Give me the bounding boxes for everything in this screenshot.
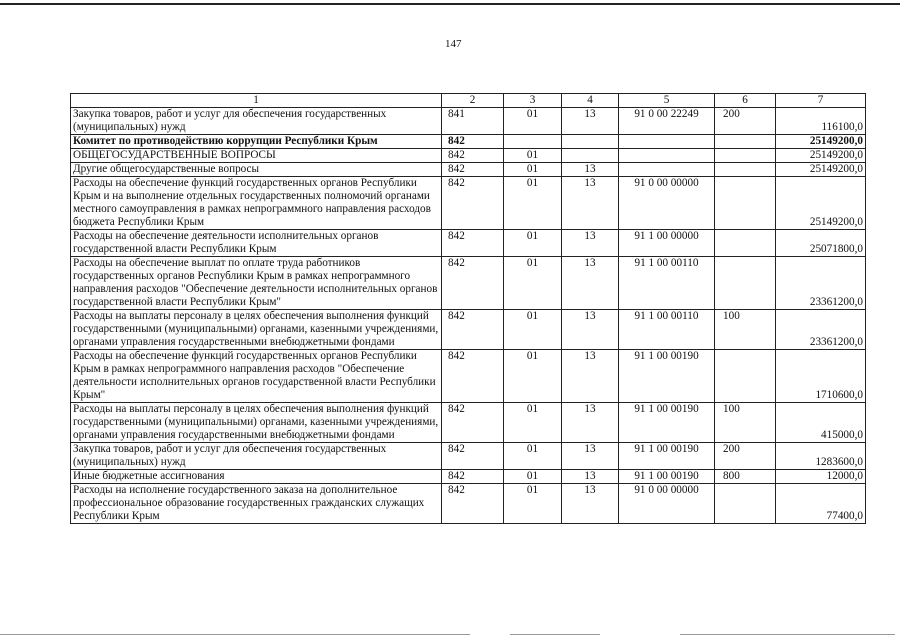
target-article-cell: 91 1 00 00190	[619, 470, 715, 484]
subsection-code-cell	[562, 135, 619, 149]
table-row	[71, 403, 866, 443]
amount-cell: 116100,0	[776, 108, 866, 135]
department-code-cell: 842	[442, 230, 504, 257]
expense-type-cell	[715, 177, 776, 230]
bottom-edge-line	[680, 634, 895, 635]
target-article-cell: 91 1 00 00110	[619, 257, 715, 310]
table-row	[71, 177, 866, 230]
department-code-cell: 842	[442, 350, 504, 403]
header-cell: 3	[504, 94, 562, 108]
target-article-cell: 91 0 00 22249	[619, 108, 715, 135]
section-code-cell: 01	[504, 257, 562, 310]
target-article-cell	[619, 149, 715, 163]
expense-type-cell	[715, 230, 776, 257]
subsection-code-cell: 13	[562, 257, 619, 310]
amount-cell: 1283600,0	[776, 443, 866, 470]
section-code-cell	[504, 135, 562, 149]
header-cell: 2	[442, 94, 504, 108]
subsection-code-cell: 13	[562, 108, 619, 135]
department-code-cell: 842	[442, 257, 504, 310]
department-code-cell: 842	[442, 484, 504, 524]
table-row	[71, 108, 866, 135]
subsection-code-cell: 13	[562, 177, 619, 230]
section-code-cell: 01	[504, 350, 562, 403]
subsection-code-cell: 13	[562, 310, 619, 350]
subsection-code-cell: 13	[562, 484, 619, 524]
expense-type-cell	[715, 163, 776, 177]
header-cell: 5	[619, 94, 715, 108]
target-article-cell	[619, 135, 715, 149]
header-cell: 1	[71, 94, 442, 108]
subsection-code-cell	[562, 149, 619, 163]
section-code-cell: 01	[504, 108, 562, 135]
amount-cell: 25149200,0	[776, 177, 866, 230]
expense-name-cell: Расходы на обеспечение функций государственных органов Республики Крым и на выполнение отдельных государственных полномочий органами местного самоуправления в рамках непрограммного направления расходов бюджета Республики Крым	[71, 177, 442, 230]
expense-type-cell: 100	[715, 403, 776, 443]
amount-cell: 23361200,0	[776, 310, 866, 350]
table-row	[71, 163, 866, 177]
section-code-cell: 01	[504, 403, 562, 443]
table-row	[71, 310, 866, 350]
header-cell: 4	[562, 94, 619, 108]
table-row	[71, 257, 866, 310]
expense-name-cell: Другие общегосударственные вопросы	[71, 163, 442, 177]
department-code-cell: 842	[442, 135, 504, 149]
target-article-cell: 91 0 00 00000	[619, 484, 715, 524]
expense-type-cell	[715, 135, 776, 149]
subsection-code-cell: 13	[562, 163, 619, 177]
amount-cell: 12000,0	[776, 470, 866, 484]
target-article-cell: 91 1 00 00110	[619, 310, 715, 350]
table-row	[71, 350, 866, 403]
section-code-cell: 01	[504, 177, 562, 230]
expense-type-cell	[715, 257, 776, 310]
amount-cell: 23361200,0	[776, 257, 866, 310]
department-code-cell: 842	[442, 403, 504, 443]
department-code-cell: 842	[442, 177, 504, 230]
expense-name-cell: Расходы на обеспечение выплат по оплате труда работников государственных органов Республики Крым в рамках непрограммного направления расходов "Обеспечение деятельности исполнительных органов государственной власти Республики Крым"	[71, 257, 442, 310]
expense-name-cell: Расходы на исполнение государственного заказа на дополнительное профессиональное образование государственных гражданских служащих Республики Крым	[71, 484, 442, 524]
subsection-code-cell: 13	[562, 403, 619, 443]
amount-cell: 1710600,0	[776, 350, 866, 403]
target-article-cell: 91 1 00 00190	[619, 443, 715, 470]
page-number: 147	[445, 38, 462, 50]
bottom-edge-line	[0, 634, 470, 635]
amount-cell: 25149200,0	[776, 149, 866, 163]
target-article-cell	[619, 163, 715, 177]
bottom-edge-line	[510, 634, 600, 635]
target-article-cell: 91 0 00 00000	[619, 177, 715, 230]
amount-cell: 25149200,0	[776, 135, 866, 149]
table-row	[71, 484, 866, 524]
expense-type-cell	[715, 149, 776, 163]
amount-cell: 415000,0	[776, 403, 866, 443]
table-row	[71, 149, 866, 163]
target-article-cell: 91 1 00 00190	[619, 403, 715, 443]
amount-cell: 77400,0	[776, 484, 866, 524]
department-code-cell: 842	[442, 470, 504, 484]
expense-type-cell	[715, 350, 776, 403]
expense-name-cell: ОБЩЕГОСУДАРСТВЕННЫЕ ВОПРОСЫ	[71, 149, 442, 163]
expense-name-cell: Закупка товаров, работ и услуг для обеспечения государственных (муниципальных) нужд	[71, 108, 442, 135]
expense-name-cell: Расходы на выплаты персоналу в целях обеспечения выполнения функций государственными (муниципальными) органами, казенными учреждениями, органами управления государственными внебюджетными фондами	[71, 403, 442, 443]
header-cell: 7	[776, 94, 866, 108]
top-border-line	[0, 3, 900, 5]
target-article-cell: 91 1 00 00000	[619, 230, 715, 257]
department-code-cell: 842	[442, 163, 504, 177]
expense-name-cell: Расходы на обеспечение функций государственных органов Республики Крым в рамках непрограммного направления расходов "Обеспечение деятельности исполнительных органов государственной власти Республики Крым"	[71, 350, 442, 403]
department-code-cell: 841	[442, 108, 504, 135]
department-code-cell: 842	[442, 149, 504, 163]
section-code-cell: 01	[504, 163, 562, 177]
header-row	[71, 94, 866, 108]
subsection-code-cell: 13	[562, 470, 619, 484]
department-code-cell: 842	[442, 310, 504, 350]
section-code-cell: 01	[504, 149, 562, 163]
expense-name-cell: Закупка товаров, работ и услуг для обеспечения государственных (муниципальных) нужд	[71, 443, 442, 470]
expense-name-cell: Расходы на обеспечение деятельности исполнительных органов государственной власти Республики Крым	[71, 230, 442, 257]
department-code-cell: 842	[442, 443, 504, 470]
table-row	[71, 470, 866, 484]
expense-name-cell: Расходы на выплаты персоналу в целях обеспечения выполнения функций государственными (муниципальными) органами, казенными учреждениями, органами управления государственными внебюджетными фондами	[71, 310, 442, 350]
header-cell: 6	[715, 94, 776, 108]
section-code-cell: 01	[504, 484, 562, 524]
amount-cell: 25149200,0	[776, 163, 866, 177]
subsection-code-cell: 13	[562, 230, 619, 257]
expense-type-cell: 800	[715, 470, 776, 484]
table-row	[71, 135, 866, 149]
expense-type-cell: 200	[715, 443, 776, 470]
subsection-code-cell: 13	[562, 443, 619, 470]
expense-name-cell: Иные бюджетные ассигнования	[71, 470, 442, 484]
table-row	[71, 230, 866, 257]
section-code-cell: 01	[504, 230, 562, 257]
expense-type-cell: 200	[715, 108, 776, 135]
target-article-cell: 91 1 00 00190	[619, 350, 715, 403]
section-code-cell: 01	[504, 470, 562, 484]
budget-table	[70, 93, 866, 524]
table-row	[71, 443, 866, 470]
subsection-code-cell: 13	[562, 350, 619, 403]
expense-name-cell: Комитет по противодействию коррупции Республики Крым	[71, 135, 442, 149]
expense-type-cell: 100	[715, 310, 776, 350]
amount-cell: 25071800,0	[776, 230, 866, 257]
expense-type-cell	[715, 484, 776, 524]
section-code-cell: 01	[504, 310, 562, 350]
section-code-cell: 01	[504, 443, 562, 470]
